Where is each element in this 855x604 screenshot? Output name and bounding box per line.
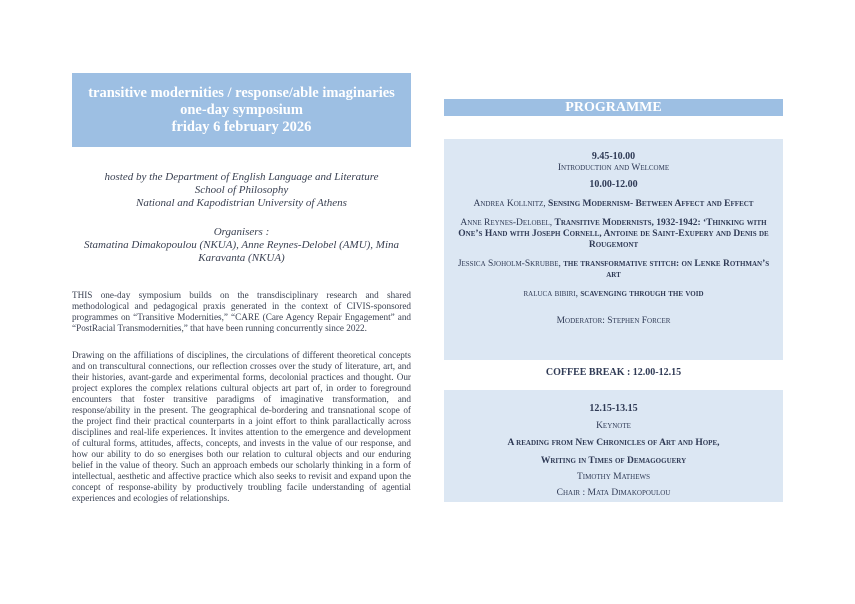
keynote-title-line-1: A reading from New Chronicles of Art and Hope, [507,438,720,448]
keynote-speaker: Timothy Mathews [576,472,650,482]
talk-speaker: Anne Reynes-Delobel, [460,218,553,228]
talk-title: the transformative stitch: on Lenke Rothman’s art [563,259,770,280]
talk-title: scavenging through the void [580,289,704,299]
keynote-title-line-2: Writing in Times of Demagoguery [540,456,687,466]
description-paragraph-1: THIS one-day symposium builds on the transdisciplinary research and shared methodological and pedagogical praxis generated in the context of CIVIS-sponsored programmes on “Transitive Modernities,” “CARE (Care Agency Repair Engagement” and “PostRacial Transmodernities,” that have been running concurrently since 2022. [72,290,411,333]
organisers-names: Stamatina Dimakopoulou (NKUA), Anne Reynes-Delobel (AMU), Mina Karavanta (NKUA) [83,239,400,264]
moderator: Moderator: Stephen Forcer [556,316,671,326]
welcome-label: Introduction and Welcome [557,163,670,173]
keynote-label: Keynote [596,421,631,431]
title-line-3-date: friday 6 february 2026 [171,119,312,135]
programme-session-2 [444,390,783,502]
talk-speaker: Andrea Kollnitz, [473,199,546,209]
programme-session-1 [444,139,783,360]
host-university: National and Kapodistrian University of Athens [136,197,347,209]
talk-title: Transitive Modernists, 1932-1942: ‘Thinking with One’s Hand with Joseph Cornell, Antoine de Saint-Exupery and Denis de Rougemont [458,218,769,250]
talk-item [454,259,773,281]
talk-item [454,218,773,251]
talk-speaker: raluca bibiri, [523,289,578,299]
host-school: School of Philosophy [194,184,289,196]
session-time-panel: 10.00-12.00 [589,179,638,190]
programme-heading: PROGRAMME [444,99,783,116]
session-time-welcome: 9.45-10.00 [591,151,636,162]
title-line-2: one-day symposium [180,102,303,118]
keynote-time: 12.15-13.15 [589,403,638,414]
organisers-info [72,226,411,265]
talk-item [454,289,773,300]
symposium-title-banner [72,73,411,147]
host-department: hosted by the Department of English Language and Literature [104,171,379,183]
description-paragraph-2: Drawing on the affiliations of disciplines, the circulations of different theoretical concepts and on transcultural connections, our reflection crosses over the study of literature, art, and their histories, avant-garde and experimental forms, decolonial practices and thought. Our project explores the complex relations cultural objects art part of, in order to foreground encounters that foster transitive paradigms of imaginative transformation, and response/ability in the present. The geographical de-bordering and transnational scope of the project find their practical counterparts in a joint effort to think parallactically across disciplines and real-life experiences. It invites attention to the emergence and development of cultural forms, attitudes, affects, concepts, and invests in the value of our response, and how our ability to do so energises both our relation to cultural objects and our enduring belief in the value of theory. Such an approach embeds our scholarly thinking in a form of intellectual, aesthetic and affective practice which also seeks to revisit and expand upon the concept of response-ability by productively troubling facile understanding of agential experiences and ecologies of relationships. [72,350,411,503]
host-info [72,171,411,210]
coffee-break: COFFEE BREAK : 12.00-12.15 [545,367,682,378]
talk-item [454,199,773,210]
organisers-label: Organisers : [213,226,270,238]
talk-title: Sensing Modernism- Between Affect and Effect [548,199,754,209]
keynote-chair: Chair : Mata Dimakopoulou [556,488,671,498]
talk-speaker: Jessica Sjoholm-Skrubbe, [457,259,561,269]
title-line-1: transitive modernities / response/able imaginaries [88,85,395,101]
